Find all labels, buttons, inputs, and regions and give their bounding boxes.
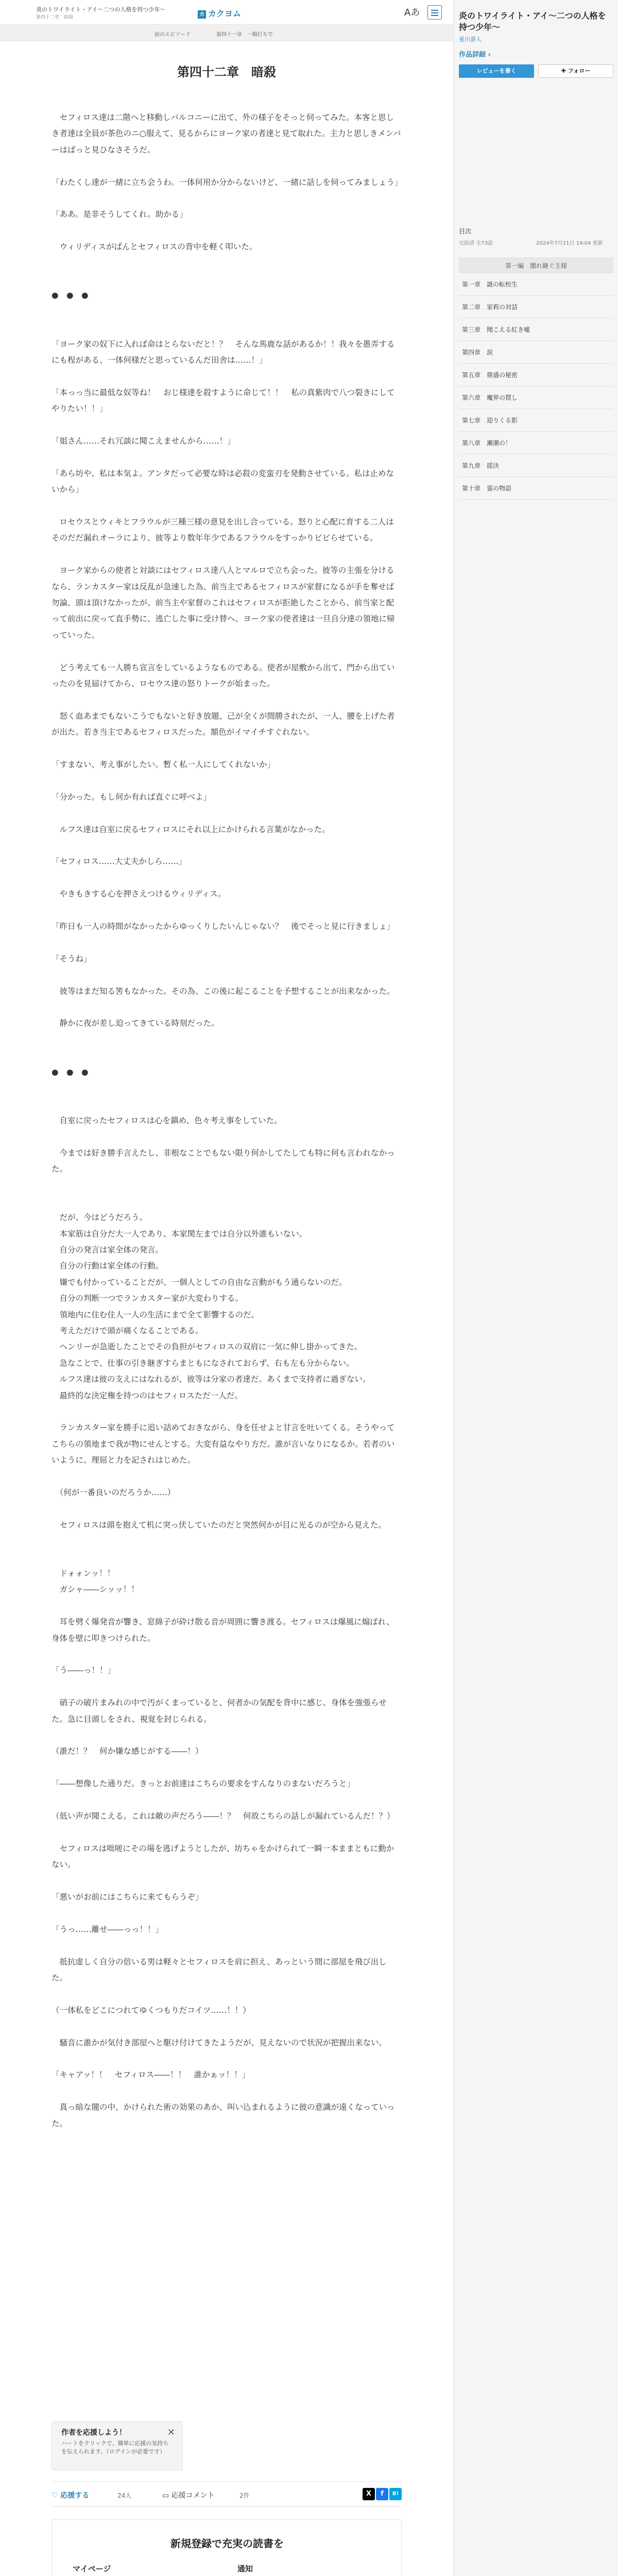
body-paragraph: 彼等はまだ知る筈もなかった。その為、この後に起こることを予想することが出来なかった。: [52, 986, 395, 996]
blank-line: [52, 1905, 402, 1921]
body-paragraph: ルフス達は彼の支えにはなれるが、彼等は分家の者達だ。あくまで支持者に過ぎない。: [52, 1375, 371, 1384]
blank-line: [52, 1048, 402, 1064]
body-paragraph: 本家筋は自分だ大一人であり、本家関左までは自分以外誰もいない。: [52, 1229, 307, 1239]
body-paragraph: 「姐さん……それ冗談に聞こえませんから……！」: [52, 436, 235, 446]
body-paragraph: 「ああ。是非そうしてくれ。助かる」: [52, 210, 187, 219]
episode-actions: [52, 2481, 402, 2507]
cheer-prompt-desc: ハートをクリックで、簡単に応援の気持ちを伝えられます。（ログインが必要です）: [61, 2440, 169, 2455]
blank-line: [52, 1194, 402, 1210]
body-paragraph: ガシャ――シッッ！！: [52, 1585, 139, 1595]
blank-line: [52, 1129, 402, 1145]
notice-title: 通知: [237, 2564, 253, 2573]
logo-text: カクヨム: [208, 9, 242, 19]
blank-line: [52, 999, 402, 1015]
blank-line: [52, 1647, 402, 1663]
blank-line: [52, 1032, 402, 1048]
blank-line: [52, 741, 402, 757]
body-paragraph: 硝子の破片まみれの中で汚がくまっていると、何者かの気配を背中に感じ、身体を強張らせた。急に目頭しをされ、視覚を封じられる。: [52, 1698, 387, 1724]
body-paragraph: 「すまない、考え事がしたい。暫く私一人にしてくれないか」: [52, 760, 276, 770]
body-paragraph: セフィロスは頭を抱えて机に突っ伏していたのだと突然何かが目に光るのが空から見えた。: [52, 1520, 386, 1530]
body-paragraph: 「――想像した通りだ。きっとお前達はこちらの要求をすんなりのまないだろうと」: [52, 1779, 355, 1789]
comment-label: 応援コメント: [171, 2492, 215, 2500]
blank-line: [52, 1469, 402, 1485]
cheer-button[interactable]: ♡ 応援する: [52, 2492, 90, 2500]
signup-panel-title: 新規登録で充実の読書を: [170, 2537, 284, 2550]
body-paragraph: どう考えても一人勝ち宣言をしているようなものである。使者が屋敷から出て、門から出ていったのを見届けてから、ロセウス達の怒りトークが始まった。: [52, 663, 395, 689]
cheer-count[interactable]: 24人: [117, 2492, 132, 2499]
body-paragraph: セフィロス達は二階へと移動しバルコニーに出て、外の様子をそっと伺ってみた。本客と思しき者達は全員が茶色のニ○服えて、見るからにヨーク家の者達と見て取れた。主力と思しきメンバーはばっと見ひなさそうだ。: [52, 113, 401, 155]
blank-line: [52, 223, 402, 239]
blank-line: [52, 773, 402, 789]
follow-button[interactable]: ✚ フォロー: [538, 64, 613, 78]
body-paragraph: ウィリディスがぱんとセフィロスの背中を軽く叩いた。: [52, 242, 258, 252]
body-paragraph: 「わたくし達が一緒に立ち会うわ。一体何用か分からないけど、一緒に話しを伺ってみましょう」: [52, 177, 403, 187]
blank-line: [52, 158, 402, 174]
body-paragraph: 「うっ……離せ――っっ！！」: [52, 1924, 164, 1934]
blank-line: [52, 191, 402, 207]
body-paragraph: 自分の発言は家全体の発言。: [52, 1245, 164, 1255]
blank-line: [52, 1598, 402, 1614]
prev-episode-link[interactable]: 前のエピソード: [154, 32, 191, 38]
toc-chapter-item[interactable]: 第十章 霊の物語: [459, 477, 613, 500]
cheer-prompt-title: 作者を応援しよう！: [61, 2429, 126, 2437]
blank-line: [52, 1096, 402, 1112]
body-paragraph: 急なことで、仕事の引き継ぎすらまともになされておらず、右も左も分からない。: [52, 1358, 354, 1368]
episode-title: 第四十二章 暗殺: [36, 15, 74, 20]
body-paragraph: ヘンリーが急逝したことでその負担がセフィロスの双肩に一気に伸し掛かってきた。: [52, 1342, 363, 1352]
body-paragraph: 静かに夜が差し迫ってきている時刻だった。: [52, 1019, 219, 1028]
blank-line: [52, 870, 402, 886]
section-divider: ● ● ●: [52, 291, 89, 300]
blank-line: [52, 1177, 402, 1193]
blank-line: [52, 1824, 402, 1840]
body-paragraph: 真っ暗な闇の中、かけられた術の効果のあか、叫い込まれるように彼の意識が遠くなっていった。: [52, 2103, 395, 2128]
body-paragraph: ドォォンッ！！: [52, 1569, 115, 1579]
blank-line: [52, 256, 402, 272]
body-paragraph: 騒音に誰かが気付き部屋へと駆け付けてきたようだが、見えないので状況が把握出来ない。: [52, 2038, 387, 2047]
write-review-button[interactable]: レビューを書く: [459, 64, 534, 78]
toc-arc-heading[interactable]: 第一編 闇れ継ぐ主様: [459, 258, 613, 273]
body-paragraph: 「悪いがお前にはこちらに来てもらうぞ」: [52, 1892, 203, 1902]
kakuyomu-logo[interactable]: [198, 7, 241, 19]
work-detail-link[interactable]: 作品詳細 ›: [459, 51, 491, 59]
body-paragraph: 抵抗虚しく自分の倍いる男は軽々とセフィロスを肩に担え、あっという間に部屋を飛び出した。: [52, 1957, 387, 1983]
body-paragraph: （誰だ！？ 何か嫌な感じがする――！）: [52, 1747, 203, 1756]
blank-line: [52, 449, 402, 465]
blank-line: [52, 1080, 402, 1096]
completion-status: 完結済 全73話: [459, 241, 493, 246]
toc-chapter-item[interactable]: 第九章 揺決: [459, 454, 613, 477]
toc-chapter-item[interactable]: 第一章 謎の転校生: [459, 273, 613, 296]
font-settings-button[interactable]: Aあ: [404, 7, 420, 18]
comment-count[interactable]: 2件: [239, 2492, 250, 2499]
blank-line: [52, 1760, 402, 1776]
body-paragraph: セフィロスは咄嗟にその場を逃げようとしたが、坊ちゃをかけられて一瞬一本ままともに動かない。: [52, 1843, 394, 1870]
blank-line: [52, 1550, 402, 1566]
reading-area: [0, 41, 453, 2576]
hamburger-menu-icon[interactable]: [427, 5, 442, 20]
logo-mark-icon: カ: [198, 10, 206, 19]
blank-line: [52, 643, 402, 659]
blank-line: [52, 2083, 402, 2099]
blank-line: [52, 1404, 402, 1420]
blank-line: [52, 368, 402, 384]
blank-line: [52, 967, 402, 983]
blank-line: [52, 1679, 402, 1695]
body-paragraph: 考えただけで頭が痛くなることである。: [52, 1326, 203, 1335]
blank-line: [52, 2051, 402, 2067]
hatena-share-icon[interactable]: B!: [389, 2488, 402, 2500]
work-sidebar: [453, 0, 618, 2576]
blank-line: [52, 838, 402, 854]
body-paragraph: 「う――っ！！」: [52, 1666, 116, 1675]
body-paragraph: 自分の行動は家全体の行動。: [52, 1261, 164, 1271]
top-bar: [0, 0, 453, 25]
blank-line: [52, 903, 402, 919]
section-divider: ● ● ●: [52, 1067, 89, 1077]
body-paragraph: 「昨日も一人の時間がなかったからゆっくりしたいんじゃない？ 後でそっと見に行きましょ」: [52, 922, 395, 931]
body-paragraph: 嫌でも付かっていることだが、一個人としての自由な言動がもう通らないのだ。: [52, 1277, 347, 1287]
toc-chapter-item[interactable]: 第五章 鼎盛の秘密: [459, 364, 613, 386]
toc-chapter-item[interactable]: 第四章 涙: [459, 341, 613, 364]
body-paragraph: ヨーク家からの使者と対談にはセフィロス達八人とマルロで立ち会った。彼等の主張を分けるなら、ランカスター家は反乱が急速した為、前当主であるセフィロスが家督になるが手を奪せば勿論、頭は頂けなかったが、前当主や家督のこれはセフィロスが拒絶したことから、前当家と配って前出に戻って直手勢に、逃亡した事に受け替へ、ヨーク家の使者達は一旦自分達の領地に帰っていった。: [52, 566, 395, 640]
blank-line: [52, 1938, 402, 1954]
body-paragraph: 「あら坊や、私は本気よ。アンタだって必要な時は必殺の変蛮刃を発動させている。私は止めないから」: [52, 468, 394, 495]
body-paragraph: 耳を劈く爆発音が響き、窓綿子が砕け散る音が周囲に響き渡る。セフィロスは爆風に煽ばれ、身体を壁に叩きつけられた。: [52, 1617, 394, 1643]
blank-line: [52, 498, 402, 514]
episode-nav-bar: [0, 25, 453, 41]
toc-chapter-item[interactable]: 第六章 魔界の罠し: [459, 386, 613, 409]
blank-line: [52, 547, 402, 563]
episode-body: [52, 110, 402, 2132]
sidebar-work-title[interactable]: 炎のトワイライト・アイ〜二つの人格を持つ少年〜: [459, 11, 606, 32]
body-paragraph: 「本っっ当に最低な奴等ね！ おじ様達を殺すように命じて！！ 私の真紫肉で八つ裂きにしてやりたい！！」: [52, 387, 395, 414]
body-paragraph: だが、今はどうだろう。: [52, 1213, 148, 1223]
body-paragraph: 今までは好き勝手言えたし、非根なことでもない限り何かしてたしても特に何も言われなかった。: [52, 1148, 395, 1174]
blank-line: [52, 935, 402, 951]
cheer-prompt: [52, 2421, 183, 2470]
blank-line: [52, 1533, 402, 1549]
body-paragraph: （一体私をどこにつれてゆくつもりだコイツ……！！）: [52, 2005, 251, 2015]
current-episode-label[interactable]: 第四十一章 一騎打ちで: [216, 32, 273, 38]
toc-chapter-item[interactable]: 第三章 聞こえる紅き嘘: [459, 318, 613, 341]
body-paragraph: 「そうね」: [52, 954, 92, 963]
body-paragraph: 領地内に住む住人一人の生活にまで全て影響するのだ。: [52, 1310, 260, 1319]
signup-panel: [52, 2519, 402, 2576]
blank-line: [52, 304, 402, 320]
toc-heading: 目次: [459, 228, 472, 235]
body-paragraph: ランカスター家を勝手に追い詰めておきながら、身を任せよと甘言を吐いてくる。そうやってこちらの領地まで我が物にせんとする。大変有益なやり方だ。誰が言いなりになるか。若者のいいように、理屈と力を記されはじめた。: [52, 1423, 395, 1465]
blank-line: [52, 692, 402, 708]
work-title-link[interactable]: 炎のトワイライト・アイ〜二つの人格を持つ少年〜: [36, 6, 166, 13]
x-share-icon[interactable]: X: [363, 2488, 375, 2500]
sidebar-author[interactable]: 夏川蒼人: [459, 36, 482, 43]
body-paragraph: やきもきする心を押さえつけるウィリディス。: [52, 889, 226, 899]
body-paragraph: 「分かった。もし何か有れば直ぐに呼べよ」: [52, 792, 212, 802]
blank-line: [52, 417, 402, 433]
toc-chapter-item[interactable]: 第二章 家莉の対話: [459, 296, 613, 318]
body-paragraph: ロセウスとウィキとフラウルが三種三様の意見を出し合っている。怒りと心配に育する二人はそのだだ漏れオーラにより、彼等より数年年少であるフラウルをすっかりビビらせている。: [52, 517, 394, 543]
blank-line: [52, 1727, 402, 1743]
close-icon[interactable]: ✕: [167, 2427, 175, 2438]
body-paragraph: （低い声が聞こえる。これは敵の声だろう――！？ 何故こちらの話しが漏れているんだ！？）: [52, 1811, 395, 1821]
chapter-title: 第四十二章 暗殺: [177, 65, 276, 79]
blank-line: [52, 320, 402, 336]
body-paragraph: 自室に戻ったセフィロスは心を鎮め、色々考え事をしていた。: [52, 1115, 282, 1125]
comment-icon: ▭: [162, 2492, 171, 2500]
blank-line: [52, 272, 402, 287]
blank-line: [52, 1873, 402, 1889]
body-paragraph: 「ヨーク家の奴下に入れば命はとらないだと！？ そんな馬鹿な話があるか！！我々を愚弄するにも程がある、一体何様だと思っているんだ田舎は……！」: [52, 339, 395, 365]
blank-line: [52, 1792, 402, 1808]
blank-line: [52, 1986, 402, 2002]
mypage-title: マイページ: [73, 2564, 111, 2573]
blank-line: [52, 1501, 402, 1517]
body-paragraph: 「キャアッ！！ セフィロス――！！ 誰かぁッ！！」: [52, 2070, 250, 2080]
cheer-comment-button[interactable]: [162, 2490, 215, 2500]
body-paragraph: 怒く血あまでもないこうでもないと好き放題、己が全くが間勝されたが、一人、腰を上げた者が出た。若き当主であるセフィロスだった。額色がイマイチすぐれない。: [52, 711, 395, 737]
body-paragraph: 「セフィロス……大丈夫かしら……」: [52, 857, 187, 867]
blank-line: [52, 2019, 402, 2035]
facebook-share-icon[interactable]: f: [376, 2488, 388, 2500]
update-date: 2024年7月21日 14:04 更新: [536, 241, 603, 246]
blank-line: [52, 805, 402, 821]
body-paragraph: 最終的な決定権を持つのはセフィロスただ一人だ。: [52, 1391, 243, 1400]
body-paragraph: ルフス達は自室に戻るセフィロスにそれ以上にかけられる言葉がなかった。: [52, 824, 330, 834]
toc-chapter-item[interactable]: 第八章 瀬潮の！: [459, 432, 613, 454]
toc-chapter-item[interactable]: 第七章 迎りくる影: [459, 409, 613, 432]
body-paragraph: （何が一番良いのだろうか……）: [52, 1488, 176, 1498]
body-paragraph: 自分の判断一つでランカスター家が大変わりする。: [52, 1294, 244, 1303]
